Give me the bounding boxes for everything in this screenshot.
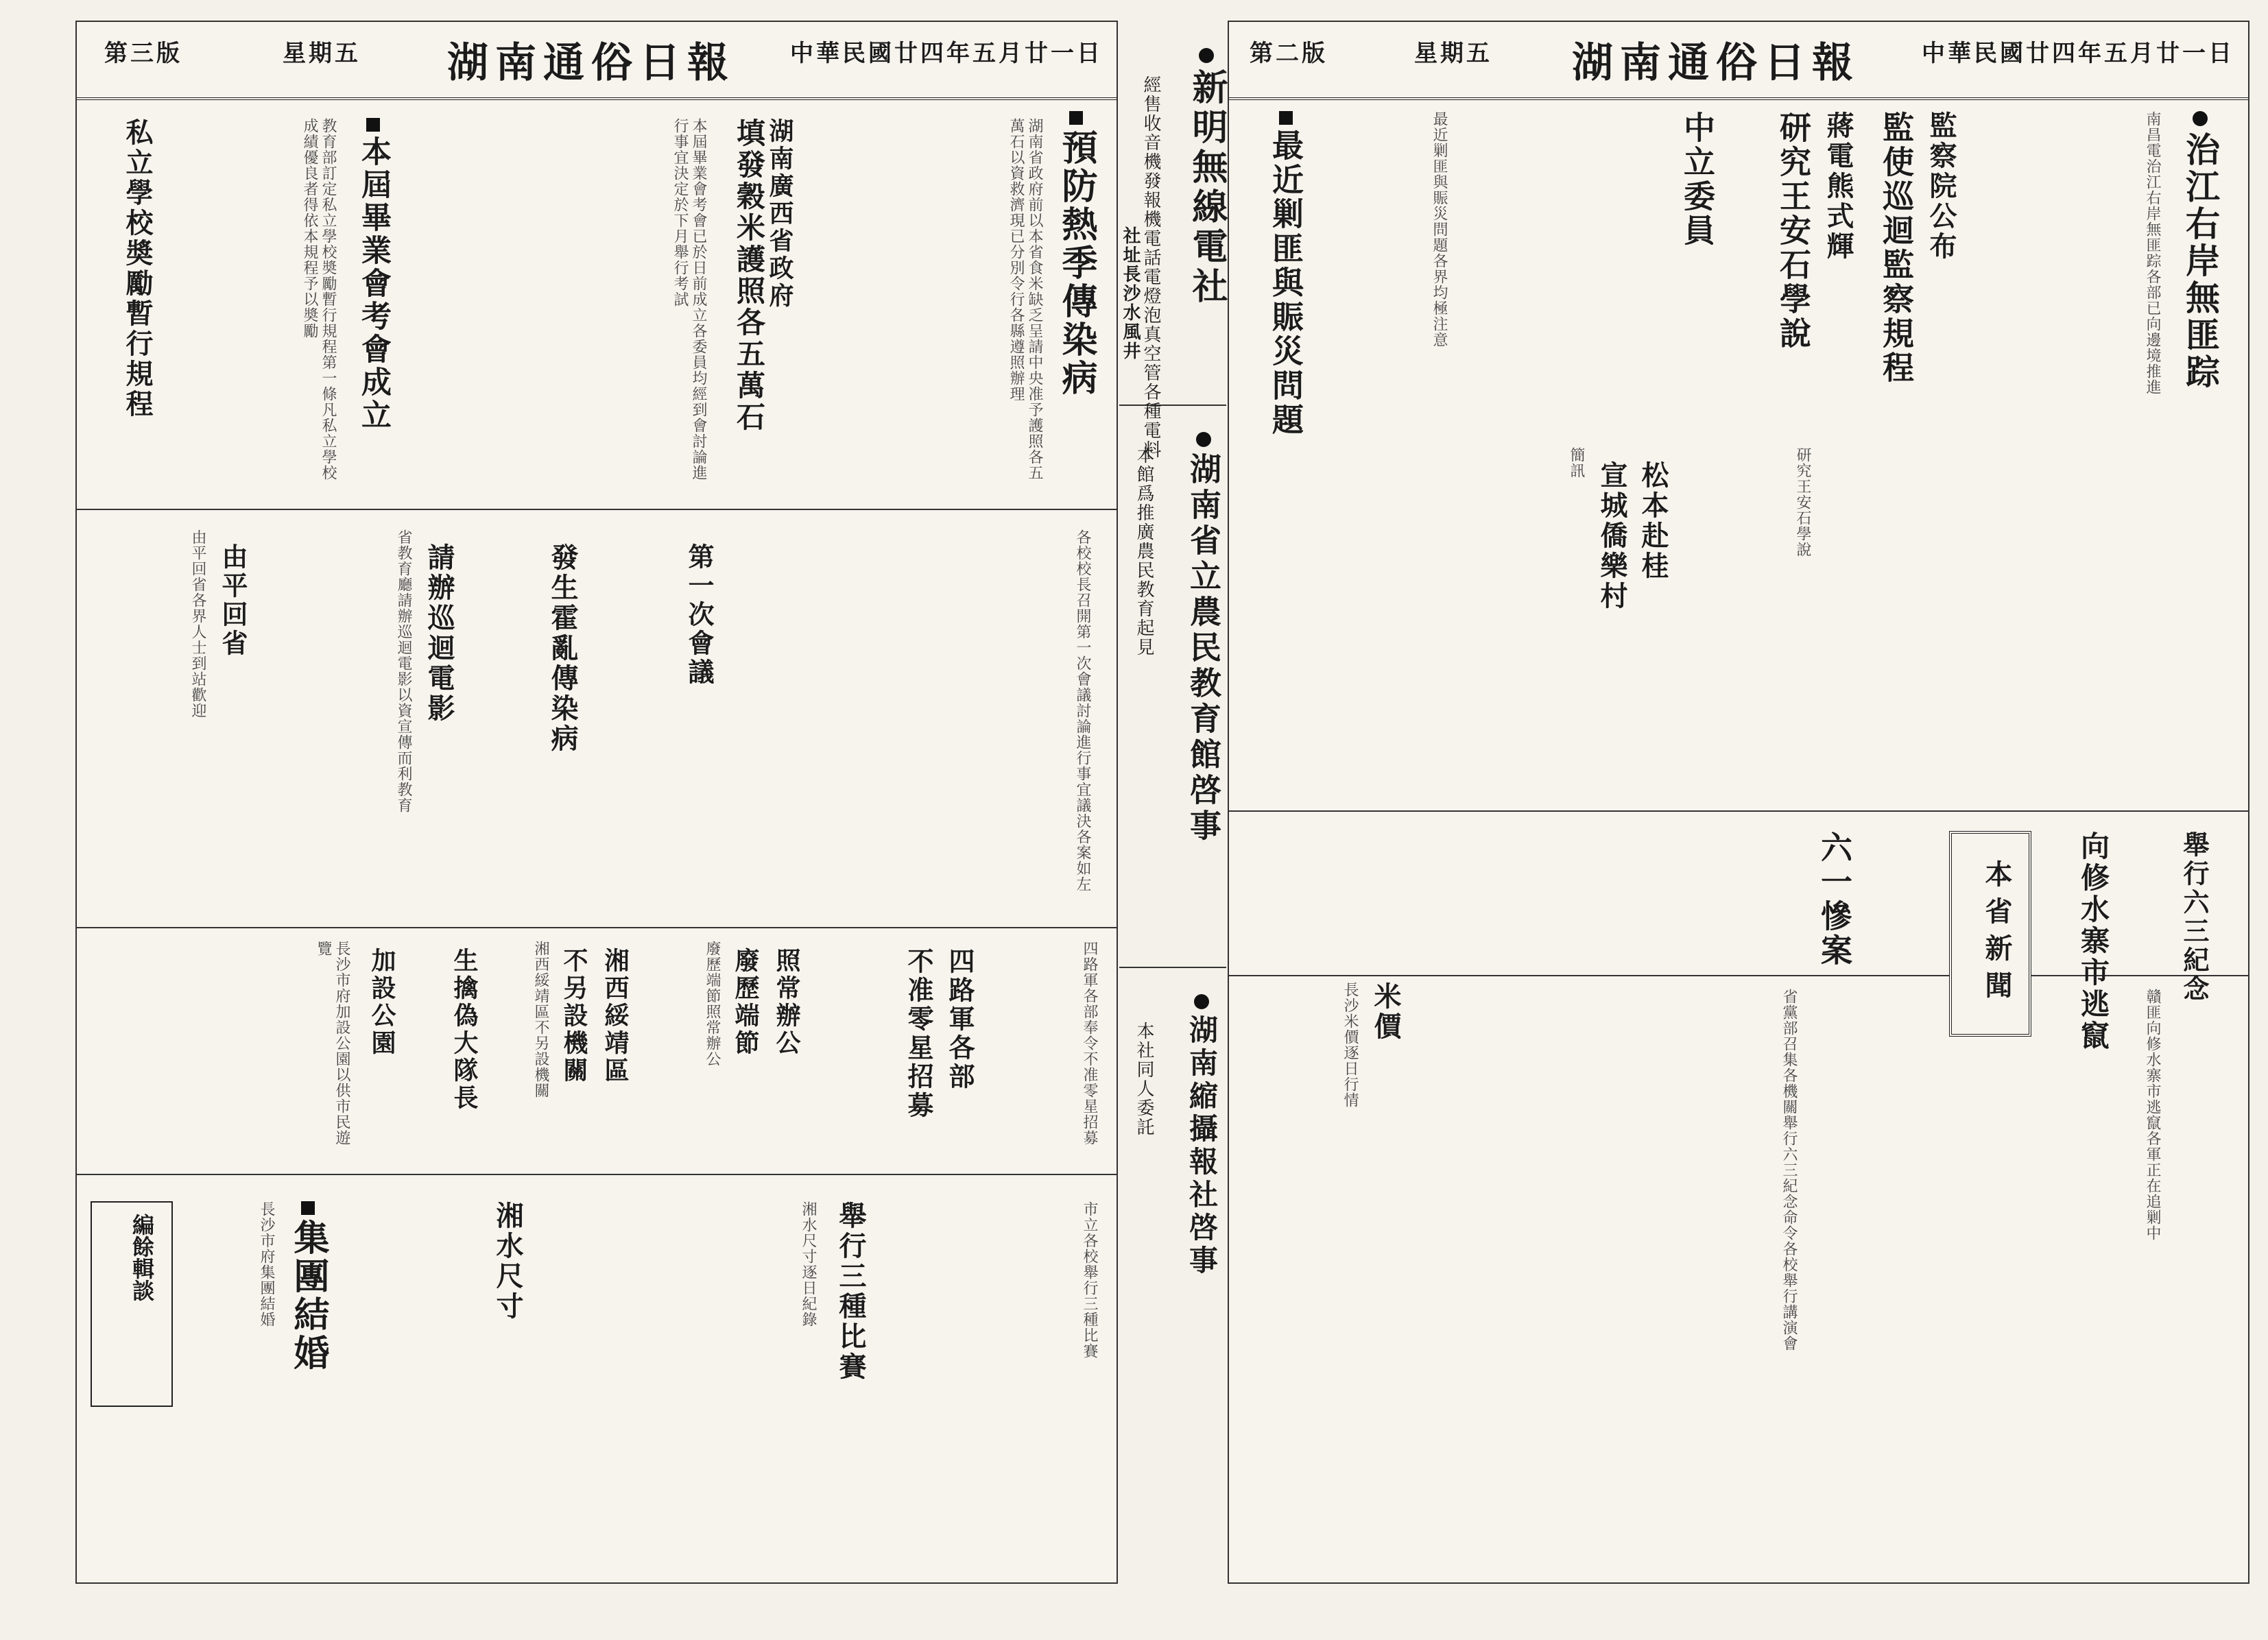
bullet-icon bbox=[2193, 111, 2208, 126]
article-text: 各校校長召開第一次會議討論進行事宜議決各案如左 bbox=[1074, 529, 1091, 892]
section-rule bbox=[77, 509, 1117, 510]
article-text: 長沙米價逐日行情 bbox=[1341, 982, 1359, 1108]
headline: 四路軍各部 bbox=[944, 948, 975, 1092]
section-rule bbox=[1229, 810, 2248, 812]
headline: 舉行三種比賽 bbox=[835, 1201, 867, 1382]
masthead-right bbox=[1229, 22, 2248, 100]
headline: 監察院公布 bbox=[1925, 111, 1957, 262]
page-number: 第二版 bbox=[1250, 40, 1328, 67]
page-three bbox=[75, 21, 1118, 1584]
headline: 治江右岸無匪踪 bbox=[2175, 111, 2225, 391]
square-bullet-icon bbox=[366, 118, 380, 132]
page-two bbox=[1228, 21, 2249, 1584]
article-text: 長沙市府加設公園以供市民遊覽 bbox=[315, 941, 350, 1146]
headline: 發生霍亂傳染病 bbox=[547, 543, 579, 754]
section-rule bbox=[1119, 967, 1226, 968]
bullet-icon bbox=[1194, 994, 1209, 1009]
masthead-left bbox=[77, 22, 1117, 100]
headline: 松本赴桂 bbox=[1637, 461, 1669, 581]
section-rule bbox=[1119, 405, 1226, 406]
headline: 由平回省 bbox=[217, 543, 248, 658]
headline: 第一次會議 bbox=[684, 543, 715, 687]
bullet-icon bbox=[1199, 48, 1214, 63]
issue-date: 中華民國廿四年五月廿一日 bbox=[790, 40, 1103, 67]
newspaper-title: 湖南通俗日報 bbox=[1572, 39, 1860, 87]
headline: 湖南廣西省政府 bbox=[765, 118, 794, 310]
headline: 宣城僑樂村 bbox=[1596, 461, 1628, 612]
ad-title: 湖南縮攝報社啓事 bbox=[1181, 994, 1222, 1278]
article-text: 湘水尺寸逐日紀錄 bbox=[800, 1201, 817, 1327]
headline: 中立委員 bbox=[1679, 111, 1716, 248]
headline: 湘水尺寸 bbox=[492, 1201, 524, 1322]
article-text: 教育部訂定私立學校奬勵暫行規程第一條凡私立學校成績優良者得依本規程予以奬勵 bbox=[301, 118, 337, 481]
square-bullet-icon bbox=[301, 1201, 315, 1215]
headline: 請辦巡迴電影 bbox=[423, 543, 455, 724]
headline: 監使巡迴監察規程 bbox=[1878, 111, 1915, 385]
headline: 不另設機關 bbox=[560, 948, 588, 1085]
article-text: 贛匪向修水寨市逃竄各軍正在追剿中 bbox=[2144, 989, 2161, 1241]
square-bullet-icon bbox=[1069, 111, 1083, 125]
ad-address: 社址長沙水風井 bbox=[1120, 226, 1141, 361]
article-text: 省教育廳請辦巡迴電影以資宣傳而利教育 bbox=[395, 529, 412, 813]
column-title: 編餘輯談 bbox=[91, 1201, 173, 1407]
headline: 最近剿匪與賑災問題 bbox=[1263, 111, 1309, 437]
article-text: 市立各校舉行三種比賽 bbox=[1081, 1201, 1098, 1359]
headline: 舉行六三紀念 bbox=[2179, 831, 2210, 1004]
article-text: 省黨部召集各機關舉行六三紀念命令各校舉行講演會 bbox=[1780, 989, 1798, 1351]
headline: 集團結婚 bbox=[283, 1201, 334, 1373]
headline: 米價 bbox=[1370, 982, 1402, 1042]
newspaper-title: 湖南通俗日報 bbox=[447, 39, 735, 87]
headline: 向修水寨市逃竄 bbox=[2077, 831, 2110, 1052]
section-rule bbox=[77, 1174, 1117, 1175]
ad-title: 新明無線電社 bbox=[1181, 48, 1232, 307]
article-text: 湖南省政府前以本省食米缺乏呈請中央准予護照各五萬石以資救濟現已分別令行各縣遵照辦理 bbox=[1007, 118, 1043, 481]
center-advertisements bbox=[1119, 21, 1226, 1584]
ad-title: 湖南省立農民教育館啓事 bbox=[1181, 432, 1226, 845]
page-three-body bbox=[77, 104, 1117, 1582]
headline: 蔣電熊式輝 bbox=[1822, 111, 1854, 262]
weekday: 星期五 bbox=[1414, 40, 1492, 67]
article-text: 湘西綏靖區不另設機關 bbox=[532, 941, 549, 1098]
article-text: 長沙市府集團結婚 bbox=[258, 1201, 275, 1327]
headline: 照常辦公 bbox=[772, 948, 801, 1057]
headline: 六一慘案 bbox=[1816, 831, 1853, 968]
headline: 私立學校奬勵暫行規程 bbox=[121, 118, 154, 420]
ad-body: 本社同人委託 bbox=[1134, 1022, 1154, 1137]
headline: 不准零星招募 bbox=[903, 948, 934, 1120]
article-text: 四路軍各部奉令不准零星招募 bbox=[1081, 941, 1098, 1146]
headline: 研究王安石學說 bbox=[1775, 111, 1812, 351]
square-bullet-icon bbox=[1279, 111, 1293, 125]
article-text: 由平回省各界人士到站歡迎 bbox=[189, 529, 206, 719]
headline: 廢歷端節 bbox=[731, 948, 760, 1057]
article-text: 研究王安石學說 bbox=[1794, 447, 1811, 557]
bullet-icon bbox=[1196, 432, 1211, 447]
article-text: 本屆畢業會考會已於日前成立各委員均經到會討論進行事宜決定於下月舉行考試 bbox=[671, 118, 707, 481]
headline: 預防熱季傳染病 bbox=[1051, 111, 1102, 398]
headline: 加設公園 bbox=[368, 948, 396, 1057]
headline: 本屆畢業會考會成立 bbox=[351, 118, 395, 432]
article-text: 簡訊 bbox=[1568, 447, 1585, 479]
section-rule bbox=[77, 927, 1117, 928]
ad-body: 經售收音機發報機電話電燈泡真空管各種電料 bbox=[1141, 75, 1161, 459]
page-number: 第三版 bbox=[104, 40, 182, 67]
page-two-body bbox=[1229, 104, 2248, 1582]
weekday: 星期五 bbox=[283, 40, 361, 67]
section-stamp: 本省新聞 bbox=[1949, 831, 2031, 1037]
article-text: 南昌電治江右岸無匪踪各部已向邊境推進 bbox=[2144, 111, 2161, 395]
article-text: 廢歷端節照常辦公 bbox=[704, 941, 721, 1067]
ad-body: 本館爲推廣農民教育起見 bbox=[1134, 446, 1154, 657]
headline: 湘西綏靖區 bbox=[601, 948, 630, 1085]
headline: 生擒偽大隊長 bbox=[450, 948, 479, 1112]
headline: 填發穀米護照各五萬石 bbox=[732, 118, 766, 433]
issue-date: 中華民國廿四年五月廿一日 bbox=[1922, 40, 2234, 67]
article-text: 最近剿匪與賑災問題各界均極注意 bbox=[1431, 111, 1448, 348]
